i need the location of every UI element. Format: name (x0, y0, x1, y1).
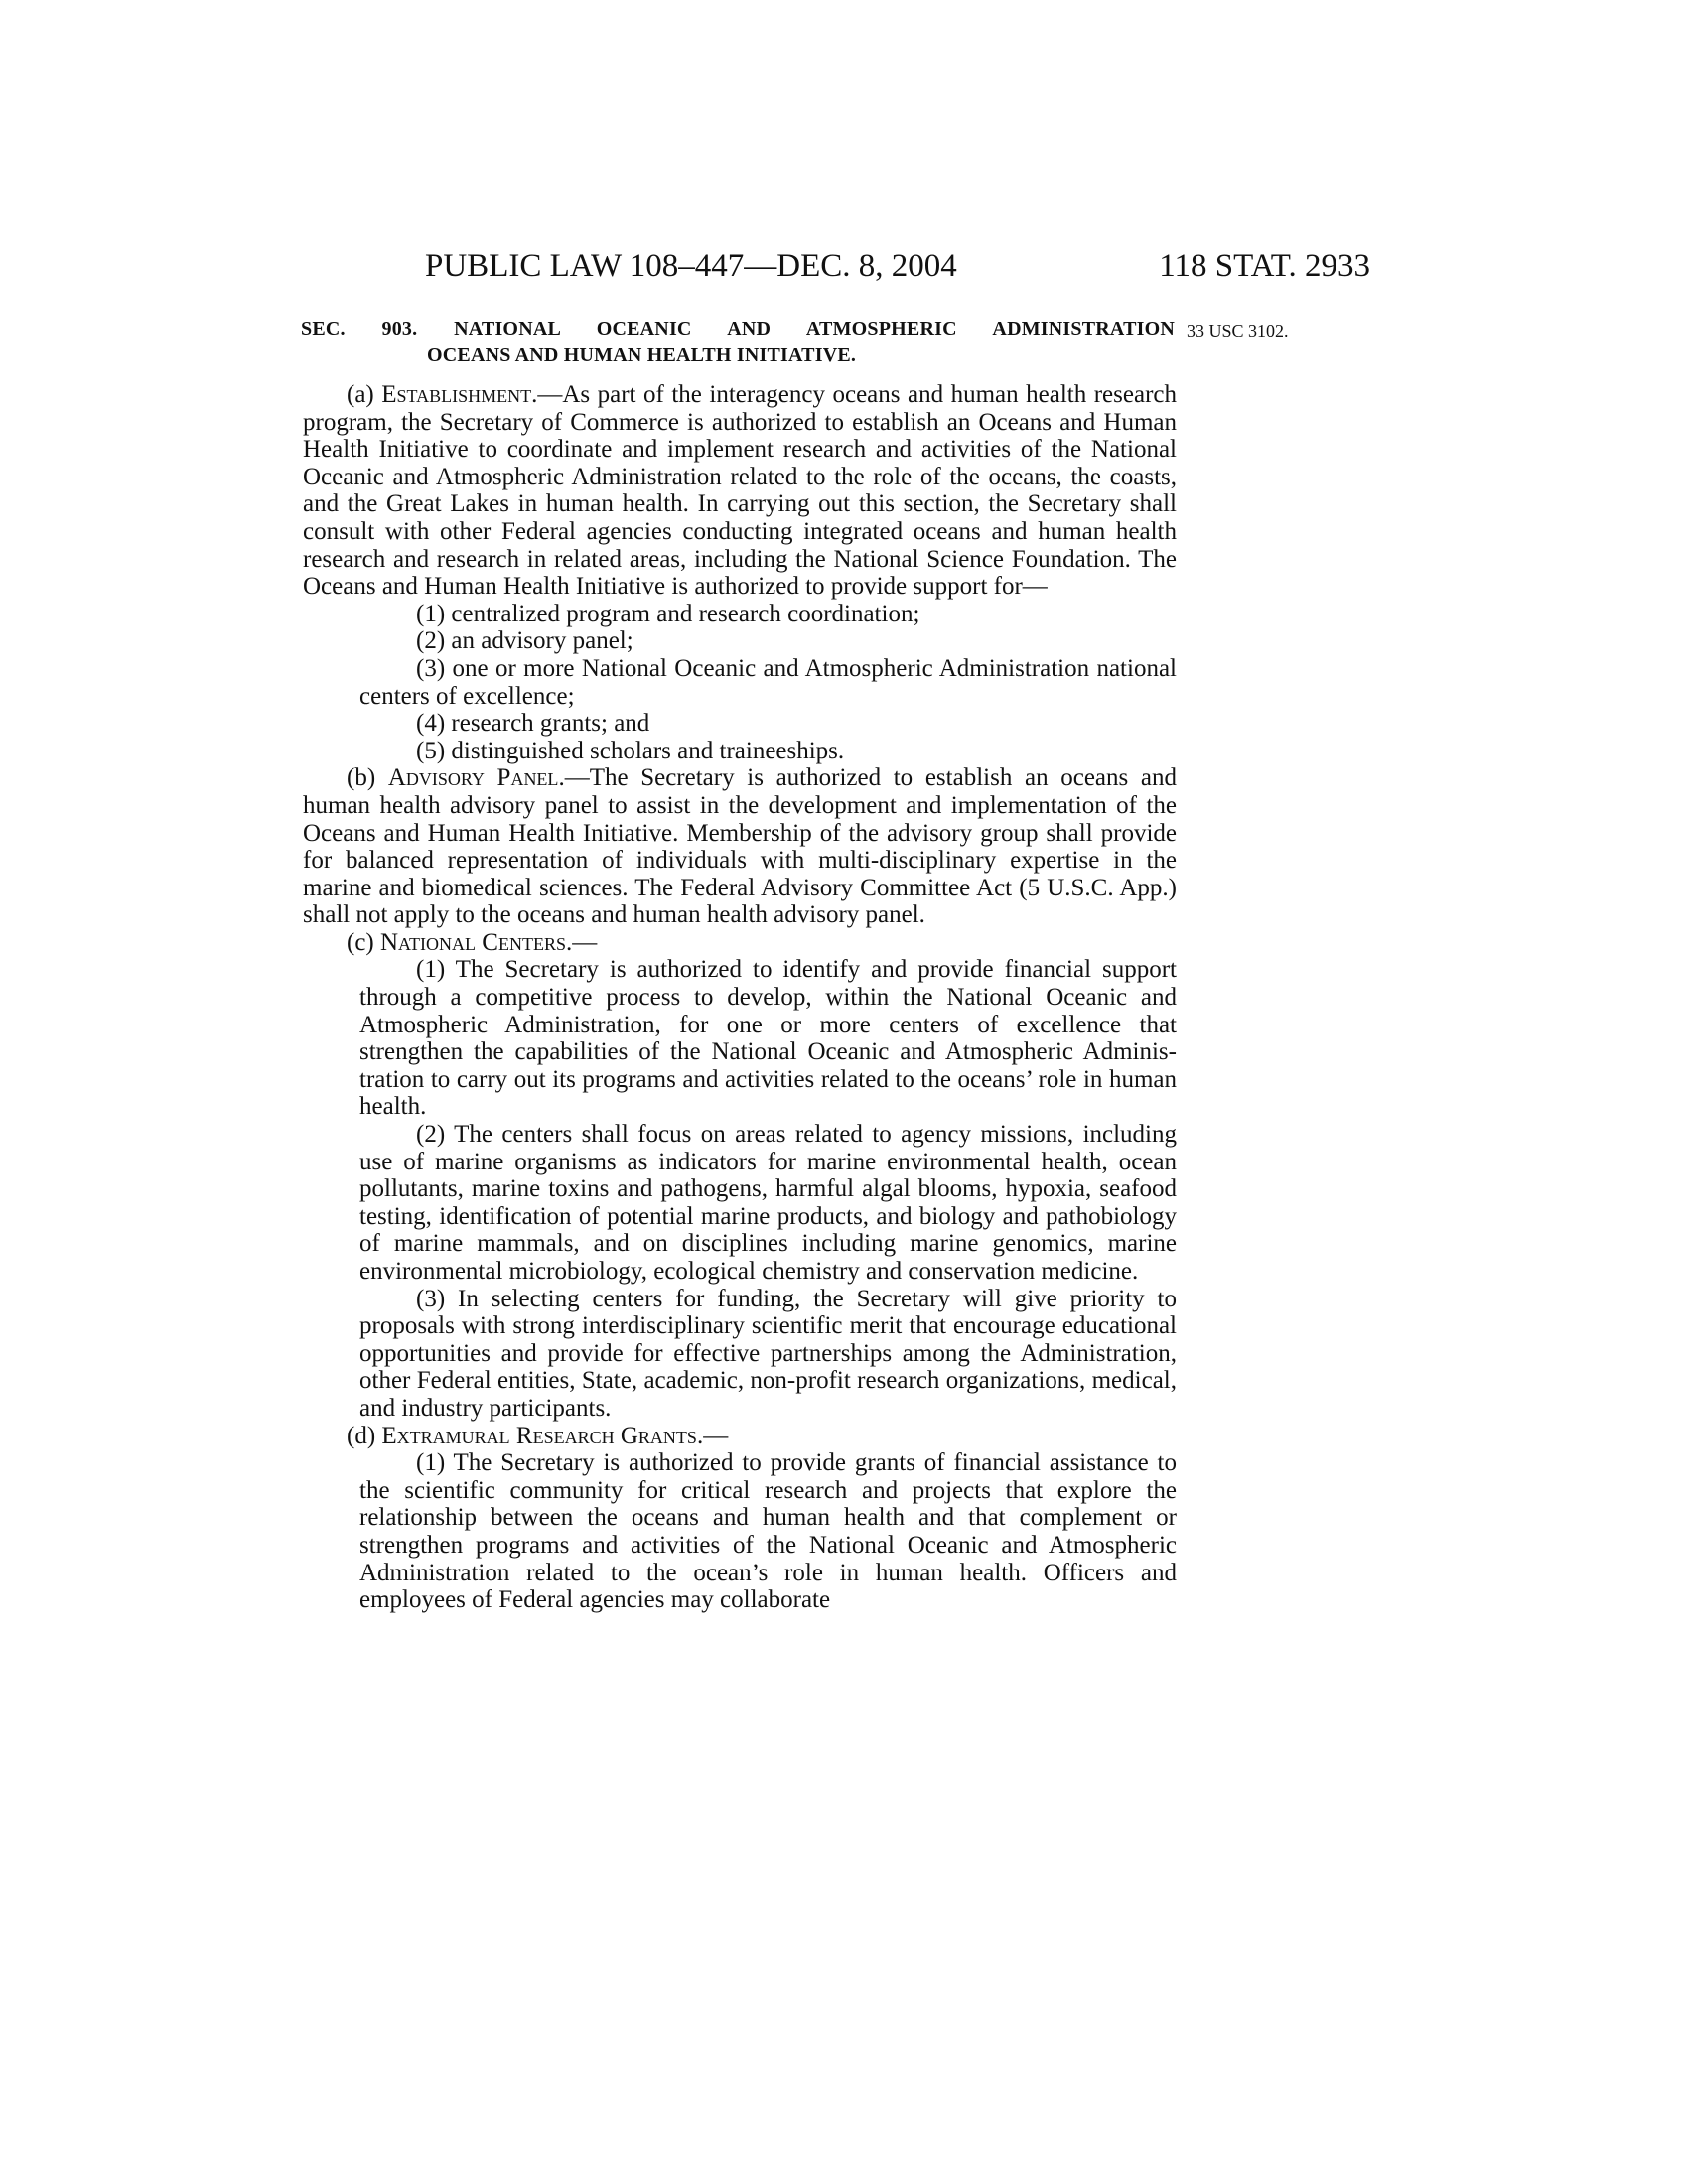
subsection-b (303, 764, 1177, 929)
section-heading (301, 316, 1175, 369)
section-heading-line-2: OCEANS AND HUMAN HEALTH INITIATIVE. (427, 344, 857, 366)
subsection-b-text: .—The Secretary is authorized to establish an oceans and human health advisory panel to assist in the development and implementation of the Oceans and Human Health Initiative. Membership of the advisory group shall provide for balanced representation of individuals with multi-disciplinary expertise in the marine and biomedical sciences. The Federal Advisory Committee Act (5 U.S.C. App.) shall not apply to the oceans and human health advisory panel. (303, 764, 1178, 929)
list-item: (5) distinguished scholars and traineeships. (416, 737, 845, 764)
subsection-a (303, 381, 1177, 601)
subsection-d-caption: Extramural Research Grants (381, 1422, 697, 1449)
subsection-d (303, 1423, 1177, 1450)
public-law-citation: PUBLIC LAW 108–447—DEC. 8, 2004 (425, 248, 957, 284)
list-item: (1) The Secretary is authorized to provide grants of financial assistance to the scientific community for critical research and projects that explore the relationship between the oceans and human health and that complement or strengthen programs and activities of the National Oceanic and Atmospheric Administration related to the ocean’s role in human health. Officers and employees of Federal agencies may collaborate (359, 1449, 1177, 1614)
list-item: (3) one or more National Oceanic and Atmospheric Administration national centers of excellence; (359, 654, 1177, 710)
list-item: (3) In selecting centers for funding, the Secretary will give priority to proposals with strong interdisciplinary scientific merit that encourage educational opportunities and provide for effective partnerships among the Administration, other Federal entities, State, academic, non-profit research organizations, medical, and industry participants. (359, 1285, 1177, 1422)
subsection-d-label: (d) (347, 1422, 382, 1449)
subsection-b-label: (b) (347, 764, 388, 792)
subsection-a-caption: Establishment (381, 381, 532, 408)
subsection-a-list (303, 601, 1177, 765)
subsection-a-label: (a) (347, 381, 382, 408)
list-item: (1) The Secretary is authorized to identify and provide financial support through a competitive process to develop, within the National Oceanic and Atmospheric Administration, for one or more centers of excellence that strengthen the capabilities of the National Oceanic and Atmospheric Administration to carry out its programs and activities related to the oceans’ role in human health. (359, 956, 1177, 1121)
subsection-a-text: .—As part of the interagency oceans and human health research program, the Secretary of Commerce is authorized to establish an Oceans and Human Health Initiative to coordinate and implement research and activities of the National Oceanic and Atmospheric Administration related to the role of the oceans, the coasts, and the Great Lakes in human health. In carrying out this section, the Secretary shall consult with other Federal agencies conducting integrated oceans and human health research and research in related areas, including the National Science Foundation. The Oceans and Human Health Initiative is authorized to provide support for— (303, 381, 1177, 601)
subsection-b-caption: Advisory Panel (387, 764, 559, 792)
list-item: (2) The centers shall focus on areas related to agency missions, including use of marine organisms as indicators for marine environmental health, ocean pollutants, marine toxins and pathogens, harmful algal blooms, hypoxia, seafood testing, identification of potential marine products, and biology and pathobiology of marine mammals, and on disciplines including marine genomics, marine environmental microbiology, ecological chemistry and conservation medicine. (359, 1121, 1177, 1285)
usc-margin-note: 33 USC 3102. (1187, 321, 1289, 341)
subsection-c-caption: National Centers (380, 928, 566, 956)
subsection-d-list (303, 1449, 1177, 1614)
subsection-c (303, 929, 1177, 957)
subsection-c-list (303, 956, 1177, 1422)
subsection-d-suffix: .— (696, 1422, 729, 1449)
list-item: (2) an advisory panel; (416, 627, 633, 655)
running-header (425, 246, 1370, 286)
list-item: (1) centralized program and research coordination; (416, 600, 920, 627)
list-item: (4) research grants; and (416, 710, 650, 738)
section-heading-line-1: SEC. 903. NATIONAL OCEANIC AND ATMOSPHERIC ADMINISTRATION (301, 318, 1175, 340)
statute-page-number: 118 STAT. 2933 (1159, 248, 1370, 284)
subsection-c-label: (c) (347, 928, 380, 956)
section-body (303, 381, 1177, 1614)
subsection-c-suffix: .— (565, 928, 598, 956)
